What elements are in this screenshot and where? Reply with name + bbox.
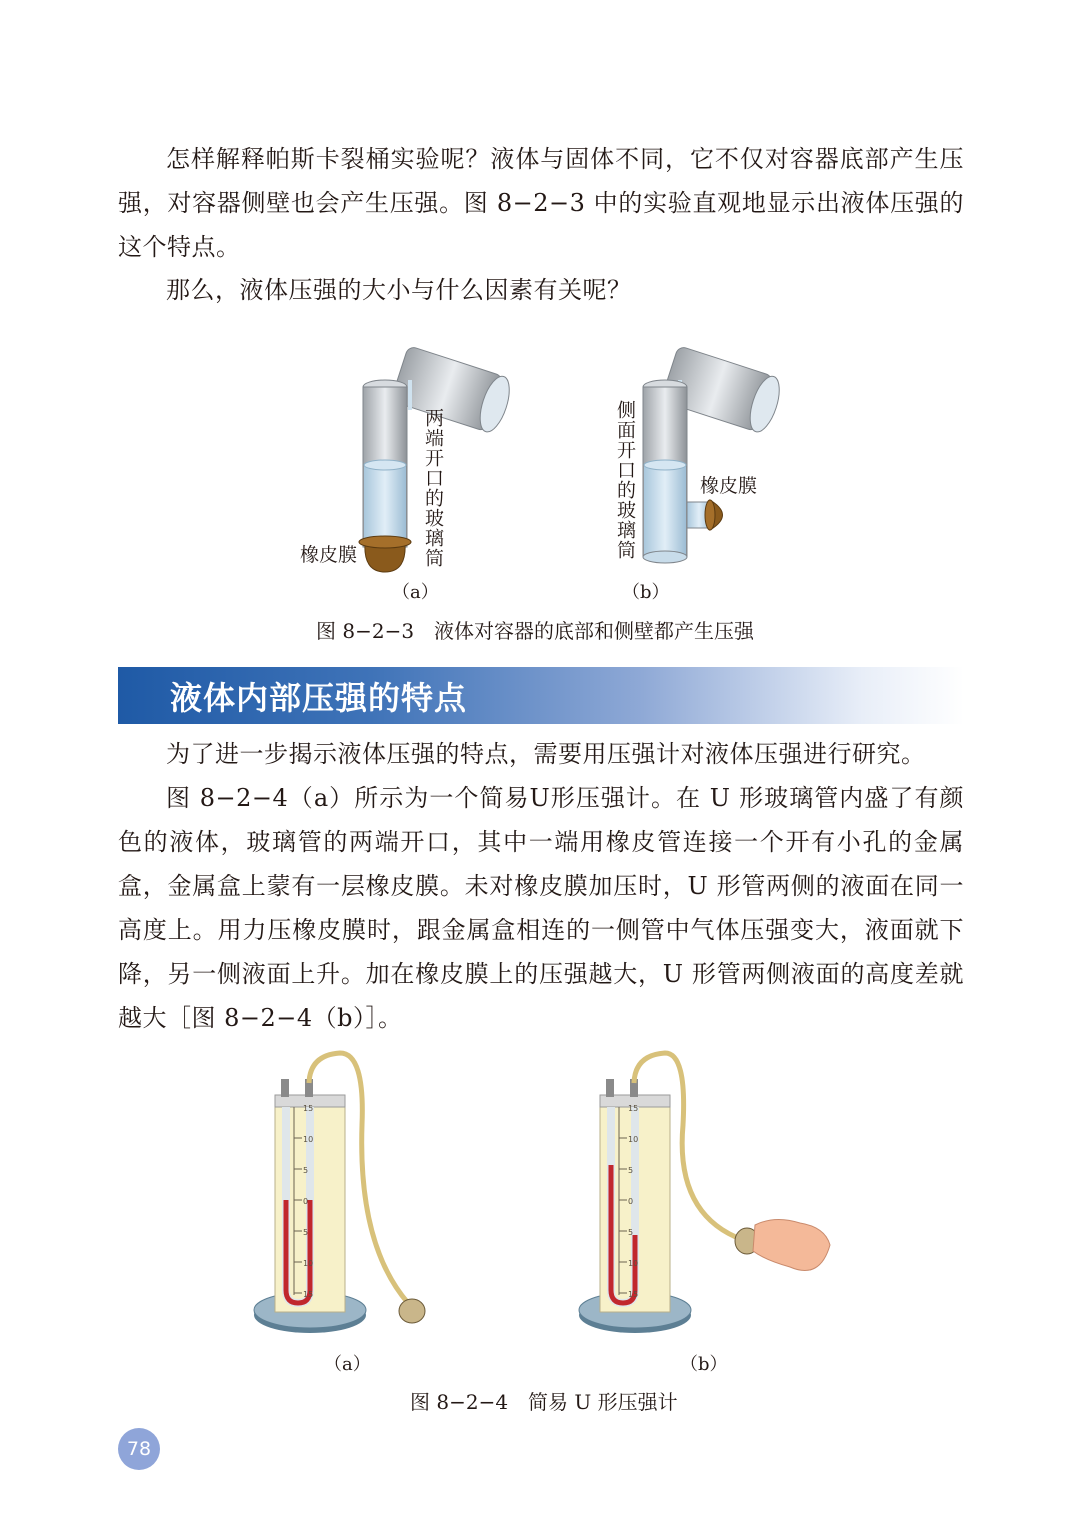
paragraph-2: 那么，液体压强的大小与什么因素有关呢？: [166, 276, 632, 304]
figure-824a-manometer: [250, 1045, 450, 1345]
figure-823b-cylinder-label: 侧面开口的玻璃筒: [614, 400, 636, 560]
scale-tick-label: 10: [628, 1259, 639, 1268]
figure-823-caption: 图 8−2−3 液体对容器的底部和侧壁都产生压强: [316, 619, 755, 643]
paragraph-1: 怎样解释帕斯卡裂桶实验呢？液体与固体不同，它不仅对容器底部产生压强，对容器侧壁也会产生压强。图 8−2−3 中的实验直观地显示出液体压强的这个特点。: [118, 145, 964, 261]
paragraph-3: 为了进一步揭示液体压强的特点，需要用压强计对液体压强进行研究。: [166, 740, 926, 768]
scale-tick-label: 5: [628, 1166, 634, 1175]
scale-tick-label: 10: [628, 1135, 639, 1144]
figure-824a-sublabel: （a）: [324, 1354, 371, 1375]
figure-823a-membrane-label: 橡皮膜: [300, 544, 358, 566]
figure-823a-cylinder-label: 两端开口的玻璃筒: [422, 408, 444, 568]
scale-tick-label: 15: [628, 1290, 639, 1299]
figure-823b-membrane-label: 橡皮膜: [700, 475, 758, 497]
scale-tick-label: 0: [628, 1197, 634, 1206]
scale-tick-label: 0: [303, 1197, 309, 1206]
scale-tick-label: 5: [628, 1228, 634, 1237]
section-title: 液体内部压强的特点: [170, 679, 468, 717]
figure-824b-sublabel: （b）: [680, 1354, 728, 1375]
scale-tick-label: 10: [303, 1259, 314, 1268]
scale-tick-label: 15: [303, 1104, 314, 1113]
figure-823a-sublabel: （a）: [392, 582, 439, 603]
figure-824b-manometer: [575, 1045, 835, 1345]
scale-tick-label: 15: [628, 1104, 639, 1113]
scale-tick-label: 10: [303, 1135, 314, 1144]
scale-tick-label: 5: [303, 1166, 309, 1175]
page-number-badge: 78: [118, 1428, 160, 1470]
paragraph-4: 图 8−2−4（a）所示为一个简易U形压强计。在 U 形玻璃管内盛了有颜色的液体，玻璃管的两端开口，其中一端用橡皮管连接一个开有小孔的金属盒，金属盒上蒙有一层橡皮膜。未对橡皮膜加压时，U 形管两侧的液面在同一高度上。用力压橡皮膜时，跟金属盒相连的一侧管中气体压强变大，液面就下降，另一侧液面上升。加在橡皮膜上的压强越大，U 形管两侧液面的高度差就越大［图 8−2−4（b）］。: [118, 784, 964, 1032]
figure-824-caption: 图 8−2−4 简易 U 形压强计: [410, 1390, 678, 1414]
section-heading-bar: [118, 667, 964, 724]
scale-tick-label: 5: [303, 1228, 309, 1237]
scale-tick-label: 15: [303, 1290, 314, 1299]
figure-823b-illustration: [560, 320, 810, 580]
figure-823b-sublabel: （b）: [622, 582, 670, 603]
